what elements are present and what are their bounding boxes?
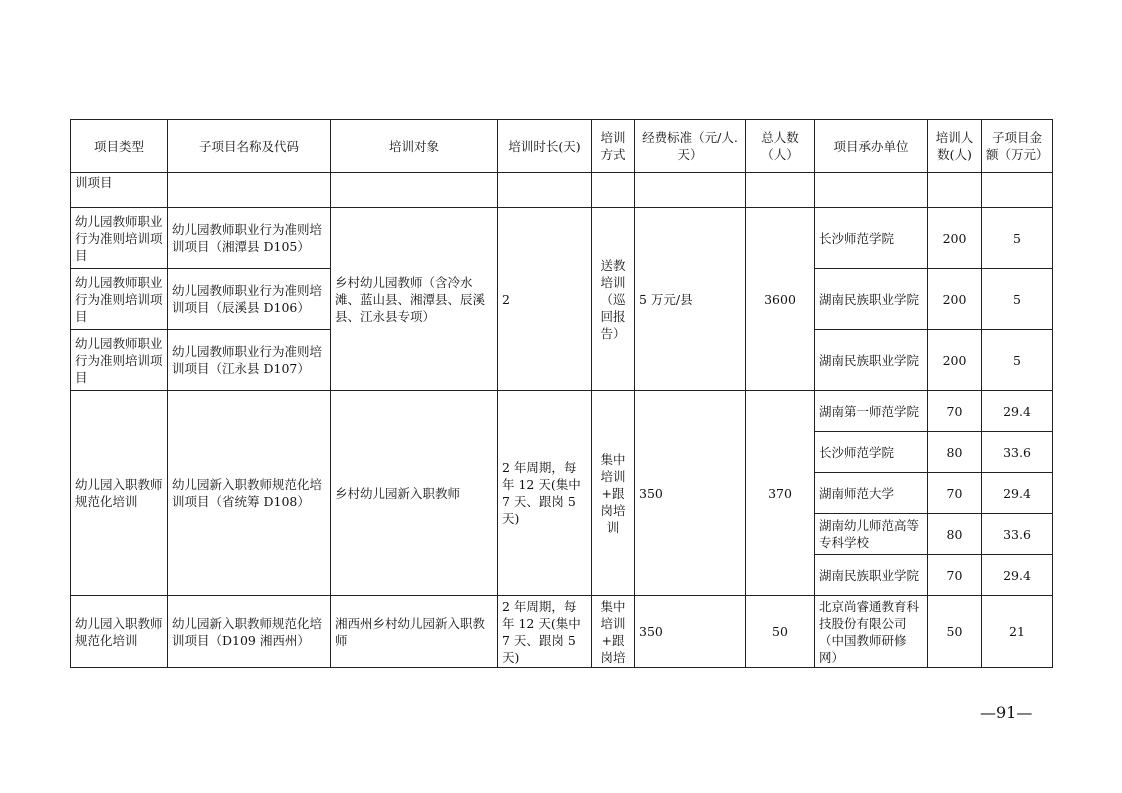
fee-cell: 350	[635, 596, 746, 668]
header-fee-standard: 经费标准（元/人.天）	[635, 120, 746, 173]
trainee-count-cell: 50	[928, 596, 982, 668]
trainee-count-cell: 70	[928, 391, 982, 432]
host-unit-cell: 湖南民族职业学院	[815, 330, 928, 391]
table-row	[71, 208, 1053, 269]
trainee-count-cell: 70	[928, 473, 982, 514]
amount-cell: 33.6	[982, 432, 1053, 473]
host-unit-cell: 湖南第一师范学院	[815, 391, 928, 432]
empty-cell	[982, 173, 1053, 208]
trainee-count-cell: 80	[928, 514, 982, 555]
table-header-row	[71, 120, 1053, 173]
total-people-cell: 3600	[746, 208, 815, 391]
subproject-name-cell: 幼儿园新入职教师规范化培训项目（D109 湘西州）	[168, 596, 331, 668]
page-number: —91—	[980, 703, 1033, 722]
total-people-cell: 50	[746, 596, 815, 668]
trainee-count-cell: 80	[928, 432, 982, 473]
training-object-cell: 湘西州乡村幼儿园新入职教师	[331, 596, 498, 668]
training-projects-table	[70, 119, 1053, 668]
table-row	[71, 391, 1053, 432]
subproject-name-cell: 幼儿园新入职教师规范化培训项目（省统筹 D108）	[168, 391, 331, 596]
host-unit-cell: 湖南师范大学	[815, 473, 928, 514]
header-amount: 子项目金 额（万元）	[982, 120, 1053, 173]
training-object-cell: 乡村幼儿园教师（含冷水滩、蓝山县、湘潭县、辰溪县、江永县专项）	[331, 208, 498, 391]
fee-cell: 5 万元/县	[635, 208, 746, 391]
project-type-cell: 幼儿园教师职业行为准则培训项目	[71, 330, 168, 391]
amount-cell: 5	[982, 330, 1053, 391]
empty-cell	[928, 173, 982, 208]
header-project-type: 项目类型	[71, 120, 168, 173]
empty-cell	[331, 173, 498, 208]
amount-cell: 5	[982, 269, 1053, 330]
host-unit-cell: 湖南民族职业学院	[815, 269, 928, 330]
header-trainee-count: 培训人数(人)	[928, 120, 982, 173]
duration-cell: 2 年周期，每年 12 天(集中 7 天、跟岗 5 天)	[498, 596, 592, 668]
table-row	[71, 596, 1053, 668]
trainee-count-cell: 200	[928, 330, 982, 391]
trainee-count-cell: 70	[928, 555, 982, 596]
empty-cell	[635, 173, 746, 208]
empty-cell	[498, 173, 592, 208]
project-type-cell: 训项目	[71, 173, 168, 208]
trainee-count-cell: 200	[928, 208, 982, 269]
empty-cell	[815, 173, 928, 208]
duration-cell: 2	[498, 208, 592, 391]
subproject-name-cell: 幼儿园教师职业行为准则培训项目（湘潭县 D105）	[168, 208, 331, 269]
project-type-cell: 幼儿园入职教师规范化培训	[71, 596, 168, 668]
header-subproject-name: 子项目名称及代码	[168, 120, 331, 173]
training-projects-table-wrapper	[70, 119, 1052, 668]
amount-cell: 29.4	[982, 473, 1053, 514]
header-host-unit: 项目承办单位	[815, 120, 928, 173]
header-total-people: 总人数（人）	[746, 120, 815, 173]
empty-cell	[746, 173, 815, 208]
total-people-cell: 370	[746, 391, 815, 596]
method-cell: 送教培训（巡回报告）	[592, 208, 635, 391]
host-unit-cell: 北京尚睿通教育科技股份有限公司（中国教师研修网）	[815, 596, 928, 668]
amount-cell: 29.4	[982, 555, 1053, 596]
method-cell: 集中培训+跟岗培训	[592, 391, 635, 596]
empty-cell	[592, 173, 635, 208]
subproject-name-cell: 幼儿园教师职业行为准则培训项目（江永县 D107）	[168, 330, 331, 391]
host-unit-cell: 长沙师范学院	[815, 432, 928, 473]
amount-cell: 33.6	[982, 514, 1053, 555]
continuation-row	[71, 173, 1053, 208]
header-duration: 培训时长(天)	[498, 120, 592, 173]
trainee-count-cell: 200	[928, 269, 982, 330]
project-type-cell: 幼儿园教师职业行为准则培训项目	[71, 208, 168, 269]
method-cell: 集中培训+跟岗培	[592, 596, 635, 668]
amount-cell: 5	[982, 208, 1053, 269]
project-type-cell: 幼儿园入职教师规范化培训	[71, 391, 168, 596]
header-method: 培训方式	[592, 120, 635, 173]
training-object-cell: 乡村幼儿园新入职教师	[331, 391, 498, 596]
host-unit-cell: 湖南民族职业学院	[815, 555, 928, 596]
host-unit-cell: 湖南幼儿师范高等专科学校	[815, 514, 928, 555]
project-type-cell: 幼儿园教师职业行为准则培训项目	[71, 269, 168, 330]
fee-cell: 350	[635, 391, 746, 596]
header-training-object: 培训对象	[331, 120, 498, 173]
amount-cell: 29.4	[982, 391, 1053, 432]
host-unit-cell: 长沙师范学院	[815, 208, 928, 269]
amount-cell: 21	[982, 596, 1053, 668]
duration-cell: 2 年周期，每年 12 天(集中 7 天、跟岗 5 天)	[498, 391, 592, 596]
subproject-name-cell: 幼儿园教师职业行为准则培训项目（辰溪县 D106）	[168, 269, 331, 330]
empty-cell	[168, 173, 331, 208]
